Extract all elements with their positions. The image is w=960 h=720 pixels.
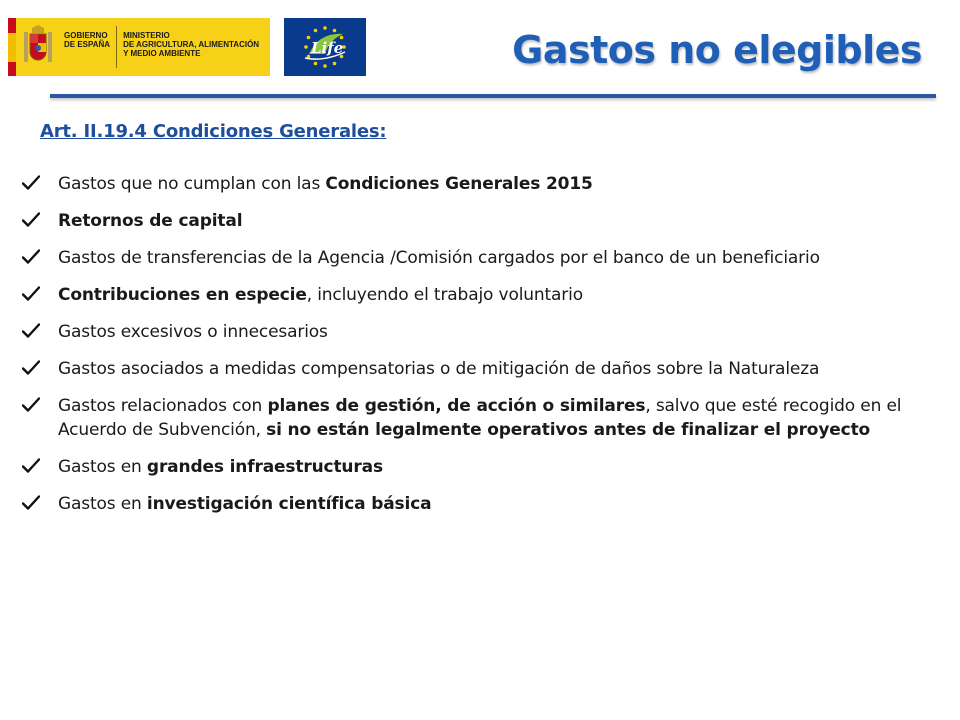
list-item-text: [58, 209, 942, 233]
list-item-text: [58, 246, 942, 270]
gobierno-de-espana-text: GOBIERNO DE ESPAÑA: [64, 31, 111, 49]
checkmark-icon: [22, 394, 58, 417]
checkmark-icon: [22, 283, 58, 306]
checkmark-icon: [22, 209, 58, 232]
list-item-text: [58, 492, 942, 516]
list-item: [22, 320, 942, 344]
text-span: Gastos que no cumplan con las: [58, 174, 326, 194]
list-item: [22, 455, 942, 479]
spain-coat-of-arms-icon: [16, 18, 60, 76]
eu-star-icon: [333, 62, 337, 66]
list-item-text: [58, 320, 942, 344]
checkmark-icon: [22, 172, 58, 195]
list-item-text: [58, 357, 942, 381]
svg-text:Life: Life: [311, 39, 344, 57]
checkmark-icon: [22, 357, 58, 380]
bold-text: Contribuciones en especie: [58, 285, 307, 305]
eu-star-icon: [307, 36, 311, 40]
text-span: Gastos de transferencias de la Agencia /Comisión cargados por el banco de un beneficiario: [58, 248, 820, 268]
text-span: , salvo que esté recogido en el Acuerdo de Subvención,: [58, 396, 902, 440]
list-item-text: [58, 394, 942, 442]
government-of-spain-logo: [8, 18, 270, 76]
bold-text: Retornos de capital: [58, 211, 243, 231]
list-item-text: [58, 172, 942, 196]
eu-star-icon: [314, 29, 318, 33]
checkmark-icon: [22, 492, 58, 515]
list-item: [22, 357, 942, 381]
page-title: Gastos no elegibles: [512, 28, 922, 72]
list-item: [22, 394, 942, 442]
text-span: Gastos asociados a medidas compensatorias o de mitigación de daños sobre la Naturaleza: [58, 359, 820, 379]
title-divider: [50, 94, 936, 98]
list-item-text: [58, 455, 942, 479]
list-item: [22, 209, 942, 233]
text-span: , incluyendo el trabajo voluntario: [306, 285, 583, 305]
section-heading: Art. II.19.4 Condiciones Generales:: [40, 121, 387, 142]
text-span: Gastos relacionados con: [58, 396, 268, 416]
eu-star-icon: [333, 29, 337, 33]
eu-star-icon: [304, 45, 308, 49]
text-span: Gastos en: [58, 494, 147, 514]
spain-flag-strip: [8, 18, 16, 76]
bold-text: grandes infraestructuras: [146, 457, 383, 477]
checkmark-icon: [22, 455, 58, 478]
list-item: [22, 172, 942, 196]
list-item: [22, 246, 942, 270]
ineligible-costs-list: [22, 172, 942, 529]
eu-star-icon: [323, 26, 327, 30]
bold-text: investigación científica básica: [146, 494, 432, 514]
list-item: [22, 283, 942, 307]
list-item: [22, 492, 942, 516]
bold-text: planes de gestión, de acción o similares: [267, 396, 646, 416]
list-item-text: [58, 283, 942, 307]
text-span: Gastos en: [58, 457, 147, 477]
text-span: Gastos excesivos o innecesarios: [58, 322, 328, 342]
eu-star-icon: [314, 62, 318, 66]
bold-text: Condiciones Generales 2015: [325, 174, 593, 194]
eu-star-icon: [323, 64, 327, 68]
ministerio-text: MINISTERIO DE AGRICULTURA, ALIMENTACIÓN Y MEDIO AMBIENTE: [123, 31, 260, 58]
checkmark-icon: [22, 320, 58, 343]
eu-life-logo: [284, 18, 366, 76]
checkmark-icon: [22, 246, 58, 269]
bold-text: si no están legalmente operativos antes de finalizar el proyecto: [266, 420, 871, 440]
